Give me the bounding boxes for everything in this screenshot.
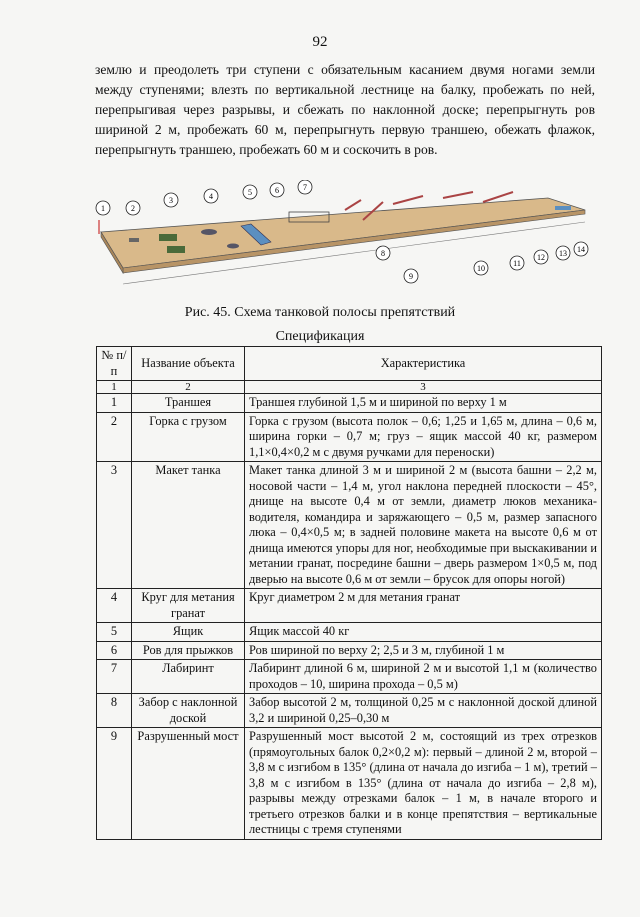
ditch-shape: [555, 206, 571, 210]
marker-label: 12: [537, 253, 545, 262]
row-description: Забор высотой 2 м, толщиной 0,25 м с наклонной доской длиной 3,2 и шириной 0,25–0,30 м: [245, 694, 602, 728]
marker-label: 14: [577, 245, 585, 254]
table-row: [97, 394, 602, 413]
figure-caption: Рис. 45. Схема танковой полосы препятствий: [184, 305, 456, 320]
row-description: Круг диаметром 2 м для метания гранат: [245, 589, 602, 623]
row-name: Лабиринт: [132, 660, 245, 694]
obstacle-course-figure: [93, 180, 593, 302]
row-name: Разрушенный мост: [132, 728, 245, 840]
marker-label: 5: [248, 188, 252, 197]
header-description: Характеристика: [245, 347, 602, 381]
bridge-shape: [443, 192, 473, 198]
row-description: Ров шириной по верху 2; 2,5 и 3 м, глубиной 1 м: [245, 641, 602, 660]
tank-model-shape: [167, 246, 185, 253]
row-description: Ящик массой 40 кг: [245, 623, 602, 642]
row-number: 9: [97, 728, 132, 840]
marker-label: 10: [477, 264, 485, 273]
table-row: [97, 623, 602, 642]
header-number: № п/п: [97, 347, 132, 381]
marker-label: 1: [101, 204, 105, 213]
table-header-row: [97, 347, 602, 381]
row-number: 5: [97, 623, 132, 642]
table-row: [97, 660, 602, 694]
row-description: Макет танка длиной 3 м и шириной 2 м (высота башни – 2,2 м, носовой части – 1,4 м, угол наклона передней плоскости – 45°, днище на высоте 0,4 м от земли, диаметр люков механика-водителя, командира и заряжающего – 0,5 м, размер запасного люка – 0,4×0,5 м; в задней половине макета на высоте 0,6 м от днища имеются упоры для ног, необходимые при выскакивании и метании гранат, посредине башни – дверь размером 1×0,5 м, под дверью на высоте 0,6 м от земли – брусок для опоры ногой): [245, 462, 602, 589]
table-row: [97, 412, 602, 462]
grenade-circle-shape: [201, 229, 217, 235]
tank-model-shape: [159, 234, 177, 241]
row-description: Горка с грузом (высота полок – 0,6; 1,25 и 1,65 м, длина – 0,6 м, ширина горки – 0,7 м; груз – ящик массой 40 кг, размером 1,1×0,4×0,2 м с двумя ручками для переноски): [245, 412, 602, 462]
bridge-shape: [393, 196, 423, 204]
marker-label: 6: [275, 186, 279, 195]
marker-label: 4: [209, 192, 213, 201]
wall-board-shape: [345, 200, 361, 210]
table-row: [97, 694, 602, 728]
bridge-shape: [483, 192, 513, 202]
row-name: Круг для метания гранат: [132, 589, 245, 623]
trench-shape: [129, 238, 139, 242]
index-cell: 1: [97, 381, 132, 394]
table-row: [97, 462, 602, 589]
row-name: Ящик: [132, 623, 245, 642]
marker-label: 7: [303, 183, 307, 192]
marker-label: 9: [409, 272, 413, 281]
marker-label: 2: [131, 204, 135, 213]
header-name: Название объекта: [132, 347, 245, 381]
intro-paragraph: землю и преодолеть три ступени с обязательным касанием двумя ногами земли между ступенями; влезть по вертикальной лестнице на балку, пробежать по ней, перепрыгивая через разрывы, и сбежать по наклонной доске; перепрыгнуть ров шириной 2 м, пробежать 60 м, перепрыгнуть первую траншею, обежать флажок, перепрыгнуть траншею, пробежать 60 м и соскочить в ров.: [95, 62, 595, 157]
table-index-row: [97, 381, 602, 394]
row-name: Макет танка: [132, 462, 245, 589]
row-number: 8: [97, 694, 132, 728]
obstacle-course-diagram: [93, 180, 593, 302]
table-row: [97, 589, 602, 623]
row-name: Траншея: [132, 394, 245, 413]
row-number: 3: [97, 462, 132, 589]
marker-label: 13: [559, 249, 567, 258]
row-description: Траншея глубиной 1,5 м и шириной по верху 1 м: [245, 394, 602, 413]
index-cell: 3: [245, 381, 602, 394]
marker-label: 11: [513, 259, 521, 268]
table-row: [97, 641, 602, 660]
table-row: [97, 728, 602, 840]
row-name: Горка с грузом: [132, 412, 245, 462]
page-number: 92: [312, 34, 328, 50]
row-number: 6: [97, 641, 132, 660]
row-number: 4: [97, 589, 132, 623]
row-number: 1: [97, 394, 132, 413]
row-number: 2: [97, 412, 132, 462]
specification-table: [96, 346, 602, 840]
marker-label: 8: [381, 249, 385, 258]
grenade-circle-shape: [227, 244, 239, 249]
index-cell: 2: [132, 381, 245, 394]
row-description: Лабиринт длиной 6 м, шириной 2 м и высотой 1,1 м (количество проходов – 10, ширина прохода – 0,5 м): [245, 660, 602, 694]
row-name: Ров для прыжков: [132, 641, 245, 660]
row-name: Забор с наклонной доской: [132, 694, 245, 728]
marker-label: 3: [169, 196, 173, 205]
row-number: 7: [97, 660, 132, 694]
spec-title: Спецификация: [275, 329, 365, 344]
row-description: Разрушенный мост высотой 2 м, состоящий из трех отрезков (прямоугольных балок 0,2×0,2 м): первый – длиной 2 м, второй – 3,8 м с изгибом в 135° (длина от начала до изгиба – 1 м), третий – 3,8 м с изгибом в 135° (длина от начала до изгиба – 2,8 м), разрывы между отрезками балок – 1 м, в начале второго и третьего отрезков балки и в конце препятствия – вертикальные лестницы с тремя ступенями: [245, 728, 602, 840]
